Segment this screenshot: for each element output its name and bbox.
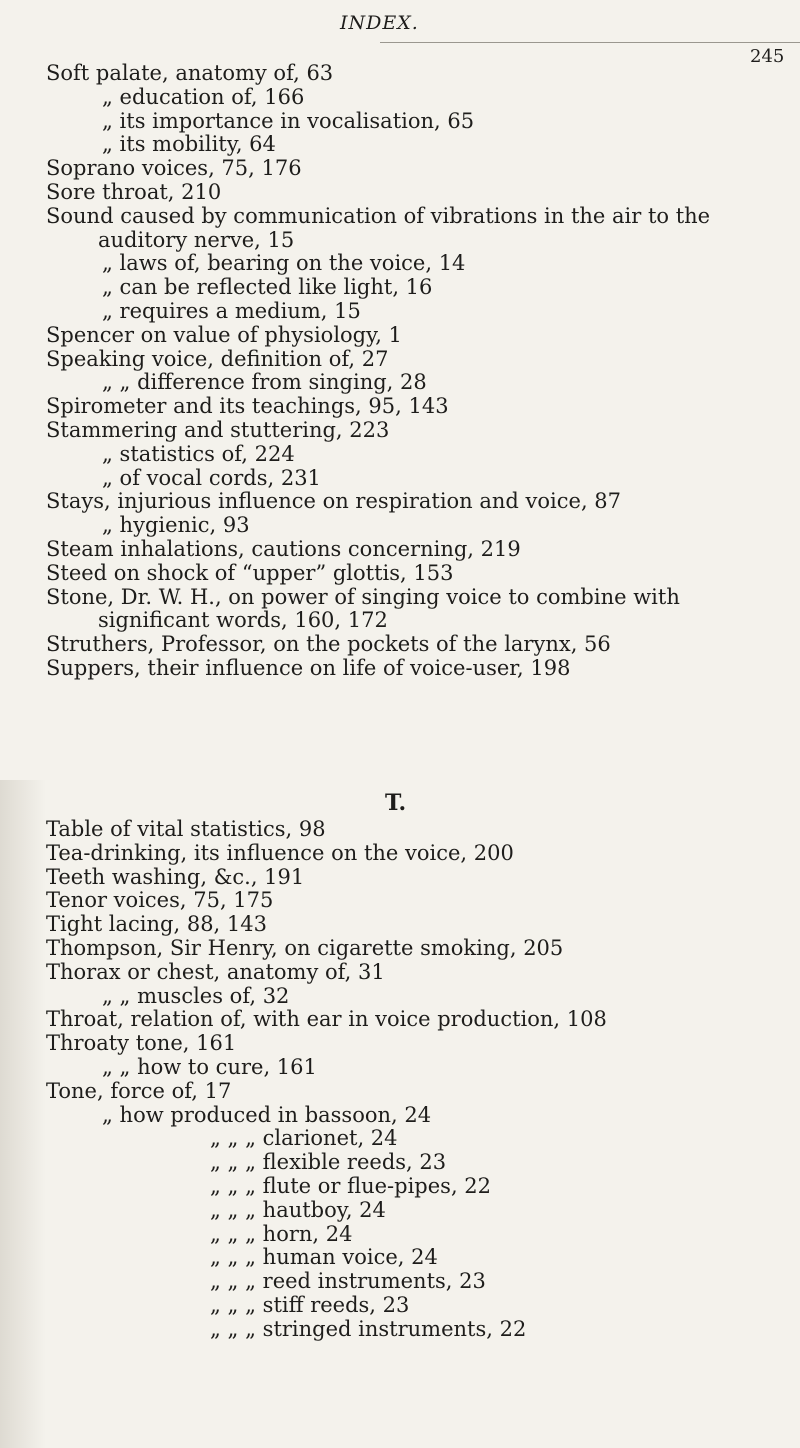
index-entry-text: „ hygienic, 93 [102, 513, 250, 538]
page-number: 245 [750, 46, 785, 67]
index-entry-text: Teeth washing, &c., 191 [46, 864, 305, 889]
index-entry-text: Sound caused by communication of vibrations in the air to the [46, 203, 711, 228]
index-entry-text: „ education of, 166 [102, 84, 305, 109]
index-entry [46, 985, 786, 1009]
index-entry-text: „ requires a medium, 15 [102, 298, 361, 323]
index-entry-text: „ of vocal cords, 231 [102, 465, 321, 490]
index-entry-text: „ „ muscles of, 32 [102, 983, 290, 1008]
index-entry-text: Stone, Dr. W. H., on power of singing voice to combine with [46, 584, 680, 609]
index-entry [46, 1151, 786, 1175]
index-entry [46, 205, 786, 253]
index-entry-text: „ laws of, bearing on the voice, 14 [102, 251, 466, 276]
index-entry [46, 937, 786, 961]
index-entry [46, 889, 786, 913]
index-entry-text: „ its mobility, 64 [102, 132, 276, 157]
index-entry-text: „ „ „ flexible reeds, 23 [210, 1150, 447, 1175]
index-entry-text: „ statistics of, 224 [102, 441, 295, 466]
index-entry [46, 157, 786, 181]
index-entry [46, 276, 786, 300]
index-entry [46, 1223, 786, 1247]
index-entry-text: Soprano voices, 75, 176 [46, 156, 302, 181]
index-entry-text: Thompson, Sir Henry, on cigarette smoking, 205 [46, 935, 564, 960]
index-entry [46, 866, 786, 890]
index-entry-text: Spencer on value of physiology, 1 [46, 322, 402, 347]
index-entry [46, 1104, 786, 1128]
index-entry [46, 1246, 786, 1270]
index-entry-text: Steed on shock of “upper” glottis, 153 [46, 560, 454, 585]
index-entry [46, 1056, 786, 1080]
index-entry-text: Struthers, Professor, on the pockets of the larynx, 56 [46, 632, 611, 657]
index-entry [46, 586, 786, 634]
index-entry [46, 490, 786, 514]
index-entry [46, 133, 786, 157]
index-entry-text: Throaty tone, 161 [46, 1031, 237, 1056]
index-section-t [46, 818, 786, 1342]
index-entry-text: „ „ „ clarionet, 24 [210, 1126, 398, 1151]
index-entry [46, 1294, 786, 1318]
index-entry-text: Soft palate, anatomy of, 63 [46, 61, 334, 85]
index-entry-text: Steam inhalations, cautions concerning, 219 [46, 536, 521, 561]
index-entry-text: „ „ difference from singing, 28 [102, 370, 427, 395]
index-entry [46, 842, 786, 866]
index-entry-text: Stays, injurious influence on respiration and voice, 87 [46, 489, 622, 514]
index-entry [46, 1270, 786, 1294]
index-entry [46, 324, 786, 348]
index-entry [46, 1127, 786, 1151]
index-entry-text: „ „ „ horn, 24 [210, 1221, 353, 1246]
index-entry-continuation: significant words, 160, 172 [98, 608, 388, 633]
index-entry-text: „ „ how to cure, 161 [102, 1054, 317, 1079]
index-entry [46, 1032, 786, 1056]
index-entry [46, 1318, 786, 1342]
index-entry-text: „ can be reflected like light, 16 [102, 275, 433, 300]
index-entry-text: Throat, relation of, with ear in voice production, 108 [46, 1007, 607, 1032]
index-entry-text: Thorax or chest, anatomy of, 31 [46, 959, 385, 984]
index-entry [46, 348, 786, 372]
index-entry [46, 371, 786, 395]
index-entry-text: Suppers, their influence on life of voice-user, 198 [46, 655, 571, 680]
index-entry [46, 1199, 786, 1223]
index-entry [46, 514, 786, 538]
index-entry [46, 467, 786, 491]
index-entry [46, 538, 786, 562]
index-entry [46, 181, 786, 205]
index-entry-text: „ „ „ hautboy, 24 [210, 1197, 386, 1222]
index-entry [46, 110, 786, 134]
index-entry-text: „ how produced in bassoon, 24 [102, 1102, 432, 1127]
index-entry [46, 1175, 786, 1199]
index-entry-text: Spirometer and its teachings, 95, 143 [46, 394, 449, 419]
index-entry [46, 300, 786, 324]
index-entry-text: Tea-drinking, its influence on the voice, 200 [46, 840, 514, 865]
index-entry-continuation: auditory nerve, 15 [98, 227, 295, 252]
index-entry-text: Table of vital statistics, 98 [46, 817, 326, 841]
running-head: INDEX. [340, 12, 419, 34]
index-entry-text: Stammering and stuttering, 223 [46, 417, 390, 442]
index-entry [46, 913, 786, 937]
index-entry [46, 633, 786, 657]
index-entry [46, 86, 786, 110]
index-entry [46, 419, 786, 443]
index-entry-text: Speaking voice, definition of, 27 [46, 346, 389, 371]
index-entry-text: Tenor voices, 75, 175 [46, 888, 274, 913]
index-entry [46, 252, 786, 276]
index-entry [46, 818, 786, 842]
index-entry-text: „ „ „ reed instruments, 23 [210, 1269, 486, 1294]
index-entry [46, 562, 786, 586]
header-rule [380, 42, 800, 43]
index-entry [46, 395, 786, 419]
index-entry [46, 961, 786, 985]
index-entry-text: „ „ „ stringed instruments, 22 [210, 1316, 527, 1341]
index-entry-text: Tight lacing, 88, 143 [46, 912, 267, 937]
index-entry-text: „ „ „ human voice, 24 [210, 1245, 438, 1270]
index-entry [46, 1008, 786, 1032]
index-entry [46, 1080, 786, 1104]
page-edge-shadow [0, 780, 46, 1448]
index-entry [46, 657, 786, 681]
index-entry [46, 443, 786, 467]
index-section-s [46, 62, 786, 681]
index-entry-text: „ „ „ flute or flue-pipes, 22 [210, 1173, 492, 1198]
index-entry-text: Tone, force of, 17 [46, 1078, 232, 1103]
index-entry-text: Sore throat, 210 [46, 179, 222, 204]
index-entry-text: „ its importance in vocalisation, 65 [102, 108, 475, 133]
index-entry-text: „ „ „ stiff reeds, 23 [210, 1292, 410, 1317]
index-entry [46, 62, 786, 86]
section-letter-t: T. [385, 790, 407, 816]
